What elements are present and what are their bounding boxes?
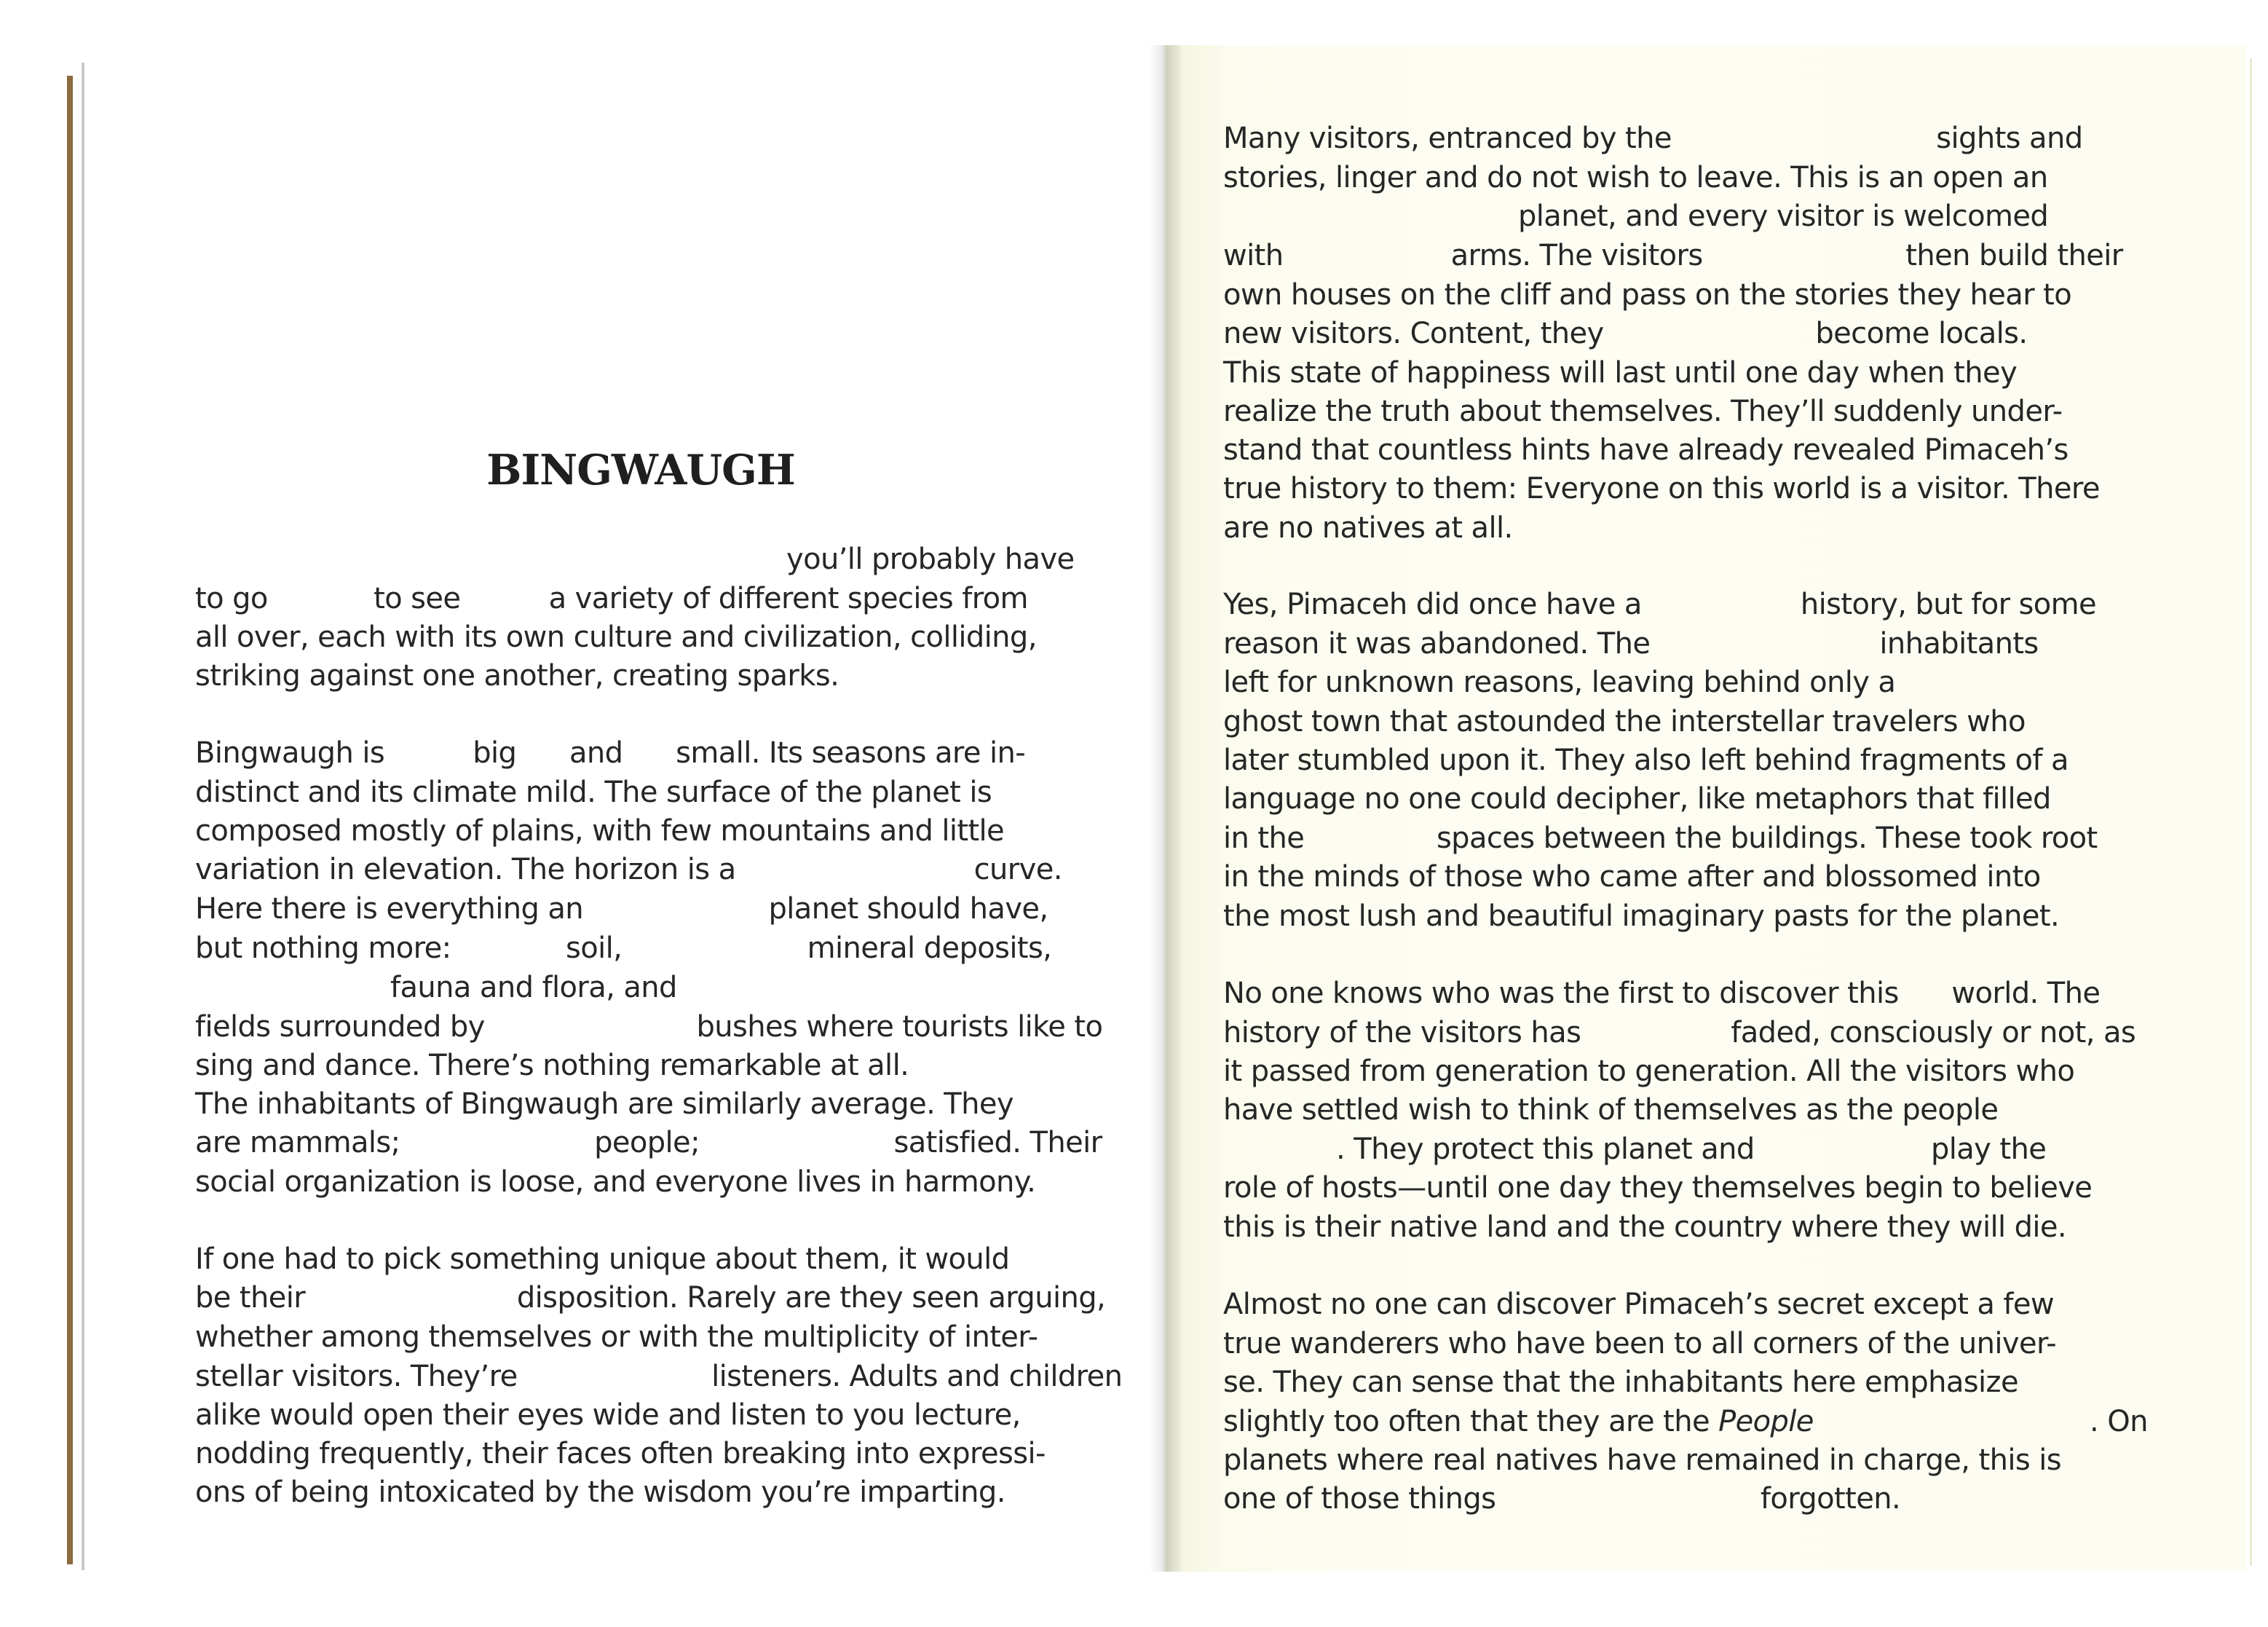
text-line: the most lush and beautiful imaginary pasts for the planet. xyxy=(1223,899,2060,933)
text-line: alike would open their eyes wide and listen to you lecture, xyxy=(195,1398,1021,1432)
text-line: stories, linger and do not wish to leave. This is an open an xyxy=(1223,161,2048,194)
text-line: but nothing more: soil, mineral deposits, xyxy=(195,931,1052,965)
chapter-title: BINGWAUGH xyxy=(486,446,795,495)
text-line: own houses on the cliff and pass on the stories they hear to xyxy=(1223,278,2072,312)
text-line: stand that countless hints have already revealed Pimaceh’s xyxy=(1223,433,2069,467)
text-line: are no natives at all. xyxy=(1223,511,1513,545)
text-line: composed mostly of plains, with few mountains and little xyxy=(195,814,1005,848)
text-line: to go to see a variety of different species from xyxy=(195,582,1028,615)
text-line: true history to them: Everyone on this world is a visitor. There xyxy=(1223,472,2100,505)
text-line: have settled wish to think of themselves as the people xyxy=(1223,1093,1999,1127)
text-line: distinct and its climate mild. The surface of the planet is xyxy=(195,776,992,809)
text-line: This state of happiness will last until one day when they xyxy=(1223,356,2018,390)
text-line: ons of being intoxicated by the wisdom you’re imparting. xyxy=(195,1476,1005,1509)
text-line: slightly too often that they are the People xyxy=(1223,1405,1814,1438)
text-line: fields surrounded by bushes where tourists like to xyxy=(195,1010,1103,1044)
text-line: If one had to pick something unique about them, it would xyxy=(195,1242,1010,1276)
text-line: all over, each with its own culture and civilization, colliding, xyxy=(195,621,1037,654)
text-line: planets where real natives have remained in charge, this is xyxy=(1223,1443,2061,1477)
text-line: new visitors. Content, they become locals. xyxy=(1223,317,2028,350)
text-line: language no one could decipher, like metaphors that filled xyxy=(1223,782,2051,816)
text-line: Almost no one can discover Pimaceh’s secret except a few xyxy=(1223,1288,2055,1321)
book-gutter xyxy=(1149,45,1181,1572)
text-line: are mammals; people; satisfied. Their xyxy=(195,1126,1102,1159)
text-line: it passed from generation to generation. All the visitors who xyxy=(1223,1055,2075,1088)
text-line: variation in elevation. The horizon is a curve. xyxy=(195,853,1062,886)
text-line: Many visitors, entranced by the sights and xyxy=(1223,122,2083,155)
text-line: true wanderers who have been to all corners of the univer- xyxy=(1223,1327,2057,1360)
right-page-edge xyxy=(2250,58,2252,1566)
text-line: realize the truth about themselves. They’ll suddenly under- xyxy=(1223,395,2063,428)
text-line: ghost town that astounded the interstellar travelers who xyxy=(1223,705,2026,738)
text-line: role of hosts—until one day they themselves begin to believe xyxy=(1223,1171,2093,1205)
text-line: planet, and every visitor is welcomed xyxy=(1518,200,2049,233)
emphasis-text: People xyxy=(1718,1405,1814,1438)
text-line: you’ll probably have xyxy=(786,543,1075,576)
text-line: be their disposition. Rarely are they seen arguing, xyxy=(195,1281,1106,1315)
text-line: fauna and flora, and xyxy=(390,971,677,1004)
text-line: history of the visitors has faded, consciously or not, as xyxy=(1223,1016,2136,1049)
text-line: No one knows who was the first to discover this world. The xyxy=(1223,977,2101,1010)
text-line: in the minds of those who came after and blossomed into xyxy=(1223,860,2041,894)
text-line: sing and dance. There’s nothing remarkable at all. xyxy=(195,1049,909,1082)
page-edge-line xyxy=(82,63,84,1570)
text-line: striking against one another, creating sparks. xyxy=(195,659,839,693)
text-line: whether among themselves or with the multiplicity of inter- xyxy=(195,1320,1038,1354)
text-line: this is their native land and the country where they will die. xyxy=(1223,1210,2067,1244)
text-line: Yes, Pimaceh did once have a history, but for some xyxy=(1223,588,2097,621)
text-line: Here there is everything an planet should have, xyxy=(195,892,1048,926)
text-line: social organization is loose, and everyone lives in harmony. xyxy=(195,1165,1036,1199)
text-line: in the spaces between the buildings. These took root xyxy=(1223,822,2098,855)
text-line: one of those things forgotten. xyxy=(1223,1482,1901,1516)
text-line: . They protect this planet and play the xyxy=(1336,1132,2047,1166)
text-line: reason it was abandoned. The inhabitants xyxy=(1223,627,2039,661)
text-line: later stumbled upon it. They also left behind fragments of a xyxy=(1223,744,2069,777)
text-line: with arms. The visitors then build their xyxy=(1223,239,2123,272)
text-line: The inhabitants of Bingwaugh are similarly average. They xyxy=(195,1087,1014,1121)
text-line: . On xyxy=(2090,1405,2148,1438)
text-line: left for unknown reasons, leaving behind only a xyxy=(1223,666,1896,699)
text-line: se. They can sense that the inhabitants here emphasize xyxy=(1223,1366,2018,1399)
text-line: stellar visitors. They’re listeners. Adults and children xyxy=(195,1360,1123,1393)
text-line: nodding frequently, their faces often breaking into expressi- xyxy=(195,1437,1046,1470)
book-cover-edge xyxy=(67,76,73,1564)
text-line: Bingwaugh is big and small. Its seasons are in- xyxy=(195,736,1026,770)
